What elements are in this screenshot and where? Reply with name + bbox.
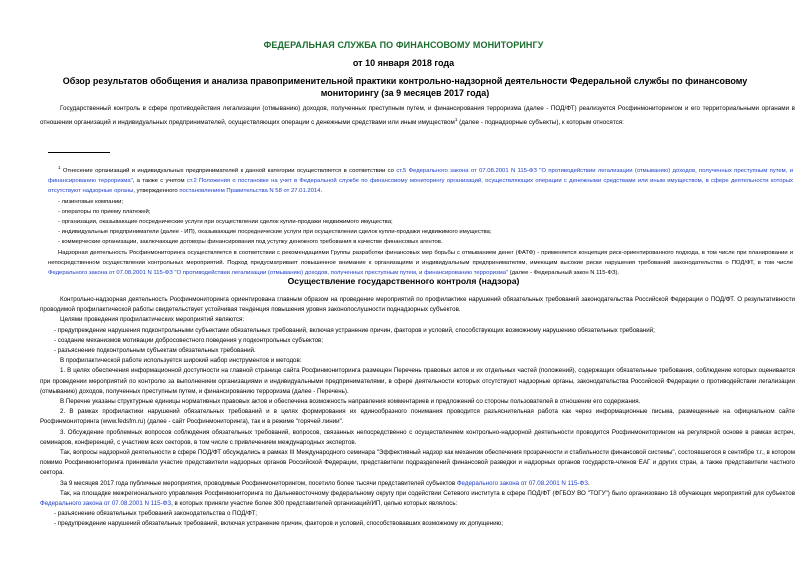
list-item: - организации, оказывающие посреднические услуги при осуществлении сделок купли-продажи недвижимого имущества; (58, 218, 393, 225)
intro-text: Государственный контроль в сфере противодействия легализации (отмыванию) доходов, полученных преступным путем, и финансирования терроризма (далее - ПОД/ФТ) реализуется Росфинмониторингом и его территориальными органами в отношении организаций и индивидуальных предпринимателей, осуществляющих операции с денежными средствами или иным имуществом (40, 105, 795, 127)
list-item: - лизинговые компании; (58, 198, 124, 205)
paragraph-text: (далее - Федеральный закон N 115-ФЗ). (508, 270, 620, 276)
resolution-link[interactable]: постановлением Правительства N 58 от 27.01.2014 (179, 188, 321, 195)
supervision-paragraph (48, 248, 793, 279)
paragraph (40, 479, 795, 489)
paragraph (40, 489, 795, 509)
paragraph: В Перечне указаны структурные единицы нормативных правовых актов и обеспечена возможность направления комментариев и предложений со стороны пользователей в отношении его содержания. (60, 398, 641, 406)
paragraph-text: Надзорная деятельность Росфинмониторинга осуществляется в соответствии с рекомендациями Группы разработки финансовых мер борьбы с отмыванием денег (ФАТФ) - применяется концепция риск-ориентированного подхода, в том числе при планировании и непосредственном осуществлении контрольных мероприятий. Подход предусматривает повышенное внимание к организациям и индивидуальным предпринимателям, имеющим высокие риски нарушения требований законодательства о ПОД/ФТ, в том числе (48, 249, 793, 266)
paragraph-text: , в которых приняли участие более 300 представителей организаций/ИП, целью которых являлось: (171, 500, 458, 508)
list-item: - создание механизмов мотивации добросовестного поведения у подконтрольных субъектов; (54, 336, 324, 344)
footnote-number: 1 (58, 165, 61, 170)
federal-law-link[interactable]: Федерального закона от 07.08.2001 N 115-ФЗ "О противодействии легализации (отмыванию) доходов, полученных преступным путем, и финансированию терроризма" (48, 270, 509, 276)
document-date: от 10 января 2018 года (352, 58, 455, 68)
list-item: - операторы по приему платежей; (58, 208, 151, 215)
paragraph: Так, вопросы надзорной деятельности в сфере ПОД/ФТ обсуждались в рамках III Международного семинара "Эффективный надзор как механизм обеспечения прозрачности и стабильности финансовой системы", состоявшегося в сентябре т.г., в котором помимо Росфинмониторинга принимали участие представители надзорных органов Российской Федерации, представители подразделений финансовой разведки и надзорных органов государств-членов ЕАГ и других стран, а также представители частного сектора. (40, 449, 795, 477)
paragraph: 2. В рамках профилактики нарушений обязательных требований и в целях формирования их единообразного понимания проводится разъяснительная работа как через информационные письма, размещенные на официальном сайте Росфинмониторинга (www.fedsfm.ru) (далее - сайт Росфинмониторинга), так и в режиме "горячей линии". (40, 408, 795, 426)
footnote-text-part: Отнесение организаций и индивидуальных предпринимателей к данной категории осуществляется в соответствии со (62, 167, 397, 174)
footnote-text-part: . (320, 188, 323, 195)
paragraph-text: . (587, 479, 590, 487)
issuing-organization: ФЕДЕРАЛЬНАЯ СЛУЖБА ПО ФИНАНСОВОМУ МОНИТОРИНГУ (263, 40, 544, 50)
list-item: - предупреждение нарушений обязательных требований, включая устранение причин, факторов и условий, способствовавших возможному их допущению; (54, 520, 503, 528)
list-item: - коммерческие организации, заключающие договоры финансирования под уступку денежного требования в качестве финансовых агентов. (58, 239, 443, 246)
footnote-divider (48, 152, 110, 153)
paragraph: 3. Обсуждение проблемных вопросов соблюдения обязательных требований, вопросов, связанных непосредственно с осуществлением контрольно-надзорной деятельности проводится Росфинмониторингом на регулярной основе в рамках встреч, семинаров, конференций, с участием всех секторов, в том числе с привлечением международных экспертов. (40, 428, 795, 446)
footnote-text (48, 163, 793, 197)
federal-law-link[interactable]: Федерального закона от 07.08.2001 N 115-ФЗ (40, 500, 172, 508)
list-item: - разъяснение обязательных требований законодательства о ПОД/ФТ; (54, 510, 258, 518)
section-body (40, 295, 795, 530)
paragraph: Контрольно-надзорная деятельность Росфинмониторинга ориентирована главным образом на проведение мероприятий по профилактике нарушений обязательных требований законодательства Российской Федерации о ПОД/ФТ. О результативности проводимой профилактической работы свидетельствует устойчивая тенденция повышения уровня законопослушности поднадзорных субъектов. (40, 296, 795, 314)
paragraph-text: За 9 месяцев 2017 года публичные мероприятия, проводимые Росфинмониторингом, посетило более тысячи представителей субъектов (60, 479, 457, 487)
footnote-text-part: , а также с учетом (132, 178, 187, 185)
intro-paragraph (40, 103, 795, 128)
intro-text-cont: (далее - поднадзорные субъекты), к которым относятся: (457, 119, 624, 127)
paragraph: Целями проведения профилактических мероприятий являются: (60, 316, 245, 324)
paragraph: 1. В целях обеспечения информационной доступности на главной странице сайта Росфинмониторинга размещен Перечень правовых актов и их отдельных частей (положений), содержащих обязательные требования, соблюдение которых оценивается при проведении мероприятий по контролю за выполнением организациями и индивидуальными предпринимателями, в сфере деятельности которых отсутствуют надзорные органы, законодательства Российской Федерации о противодействии легализации (отмыванию) доходов, полученных преступным путем, и финансированию терроризма (далее - Перечень). (40, 367, 795, 395)
section-heading: Осуществление государственного контроля (надзора) (287, 276, 520, 286)
list-item: - индивидуальные предприниматели (далее - ИП), оказывающие посреднические услуги при осуществлении сделок купли-продажи недвижимого имущества; (58, 229, 492, 236)
footnote-marker[interactable]: 1 (454, 117, 458, 122)
federal-law-link[interactable]: Федерального закона от 07.08.2001 N 115-ФЗ (456, 479, 588, 487)
footnote-block (48, 163, 793, 278)
paragraph-text: Так, на площадке межрегионального управления Росфинмониторинга по Дальневосточному федеральному округу при содействии Сетевого института в сфере ПОД/ФТ (ФГБОУ ВО "ТОГУ") было организовано 18 обучающих мероприятий для субъектов (60, 489, 795, 497)
list-item: - разъяснение подконтрольным субъектам обязательных требований. (54, 347, 256, 355)
regulation-link[interactable]: ст.2 Положения о постановке на учет в Федеральной службе по финансовому мониторингу организаций, осуществляющих операции с денежными средствами или иным имуществом, в сфере деятельности которых отсутствуют надзорные органы (48, 178, 793, 195)
law-article-link[interactable]: ст.5 Федерального закона от 07.08.2001 N 115-ФЗ "О противодействии легализации (отмыванию) доходов, полученных преступным путем, и финансированию терроризма" (48, 167, 794, 185)
document-title: Обзор результатов обобщения и анализа правоприменительной практики контрольно-надзорной деятельности Федеральной службы по финансовому мониторингу (за 9 месяцев 2017 года) (62, 76, 748, 98)
footnote-text-part: , утвержденного (133, 188, 180, 195)
paragraph: В профилактической работе используется широкий набор инструментов и методов: (60, 357, 302, 365)
list-item: - предупреждение нарушения подконтрольными субъектами обязательных требований, включая устранение причин, факторов и условий, способствующих возможному нарушению обязательных требований; (54, 326, 655, 334)
